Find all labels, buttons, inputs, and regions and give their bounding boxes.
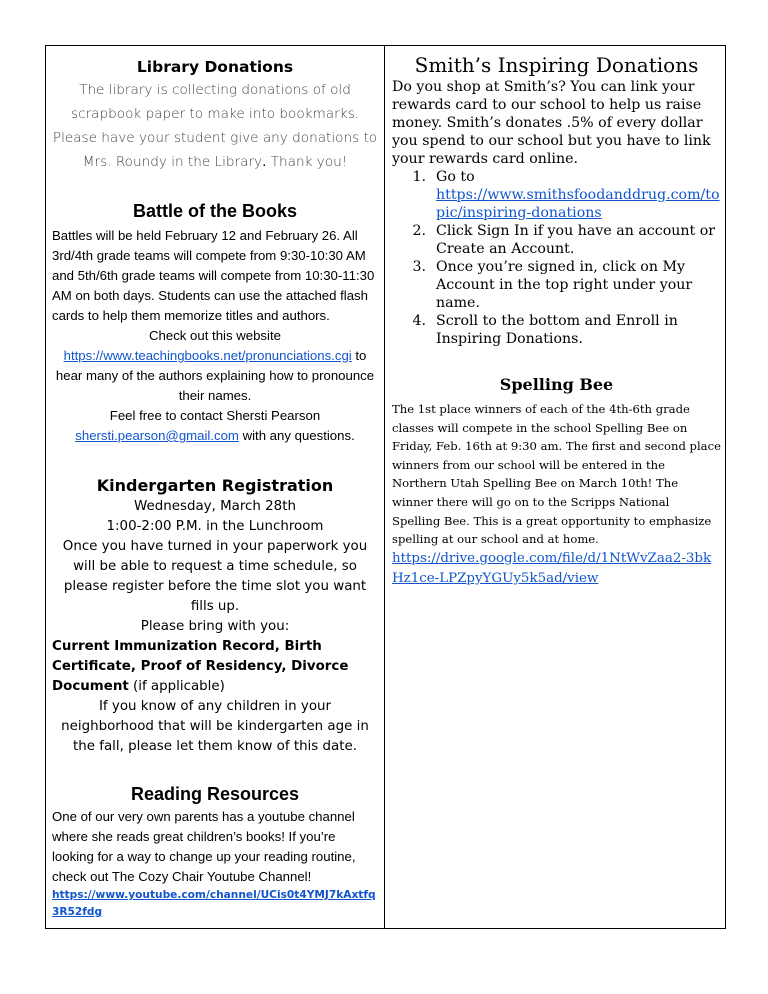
library-donations-body [52,78,378,174]
step-number: 1. [412,169,426,185]
left-column [46,46,385,928]
battle-email-after: with any questions. [238,428,355,443]
battle-website-line [52,346,378,406]
step-text: Go to [436,169,475,185]
library-donations-text: The library is collecting donations of old scrapbook paper to make into bookmarks. Please have your student give any donations to Mrs. Roundy in the Library [52,82,378,170]
kindergarten-bring: Please bring with you: [140,619,290,634]
kindergarten-time: 1:00-2:00 P.M. in the Lunchroom [106,519,324,534]
kindergarten-closing: If you know of any children in your neighborhood that will be kindergarten age in the fall, please let them know of this date. [61,699,369,754]
step-text: Once you’re signed in, click on My Account in the top right under your name. [436,259,693,311]
battle-of-books-section [52,200,378,446]
battle-contact: Feel free to contact Shersti Pearson [109,408,321,423]
battle-check-out: Check out this website [149,328,281,343]
battle-of-books-title: Battle of the Books [132,201,297,221]
smiths-step [392,222,721,258]
newsletter-sheet [45,45,726,929]
battle-email-line [52,426,378,446]
smiths-intro: Do you shop at Smith’s? You can link your rewards card to our school to help us raise money. Smith’s donates .5% of every dollar you spend to our school but you have to link your rewards card online. [392,79,711,167]
step-number: 2. [412,223,426,239]
step-number: 3. [412,259,426,275]
step-number: 4. [412,313,426,329]
spelling-bee-body: The 1st place winners of each of the 4th-6th grade classes will compete in the school Spelling Bee on Friday, Feb. 16th at 9:30 am. The first and second place winners from our school will be entered in the Northern Utah Spelling Bee on March 10th! The winner there will go on to the Scripps National Spelling Bee. This is a great opportunity to emphasize spelling at our school and at home. [392,402,721,547]
spelling-bee-section [392,374,721,589]
kindergarten-body: Once you have turned in your paperwork you will be able to request a time schedule, so please register before the time slot you want fills up. [62,539,368,614]
kindergarten-section [52,475,378,757]
smiths-title: Smith’s Inspiring Donations [414,53,699,77]
inspiring-donations-link[interactable]: https://www.smithsfoodanddrug.com/topic/inspiring-donations [436,187,720,221]
pronunciations-link[interactable]: https://www.teachingbooks.net/pronunciations.cgi [63,348,352,363]
library-donations-period: . [262,154,267,170]
reading-resources-section [52,783,378,921]
spelling-drive-link[interactable]: https://drive.google.com/file/d/1NtWvZaa2-3bkHz1ce-LPZpyYGUy5k5ad/view [392,550,712,586]
smiths-step [392,258,721,312]
kindergarten-docs-bold: Current Immunization Record, Birth Certificate, Proof of Residency, Divorce Document [52,639,349,694]
kindergarten-title: Kindergarten Registration [96,476,334,495]
youtube-channel-link[interactable]: https://www.youtube.com/channel/UCis0t4YMJ7kAxtfq3R52fdg [52,889,376,918]
smiths-step [392,312,721,348]
kindergarten-date: Wednesday, March 28th [134,499,296,514]
right-column [385,46,725,928]
smiths-section [392,52,721,348]
reading-resources-body: One of our very own parents has a youtube channel where she reads great children’s books! If you’re looking for a way to change up your reading routine, check out The Cozy Chair Youtube Channel! [52,809,356,884]
battle-of-books-body: Battles will be held February 12 and February 26. All 3rd/4th grade teams will compete from 9:30-10:30 AM and 5th/6th grade teams will compete from 10:30-11:30 AM on both days. Students can use the attached flash cards to help them memorize titles and authors. [52,228,375,323]
smiths-step [392,168,721,222]
library-donations-section [52,56,378,174]
battle-website-after: to hear many of the authors explaining how to pronounce their names. [55,348,375,403]
step-text: Click Sign In if you have an account or Create an Account. [436,223,716,257]
kindergarten-docs-tail: (if applicable) [128,679,225,694]
spelling-bee-title: Spelling Bee [499,375,614,394]
library-donations-thanks: Thank you! [266,154,348,170]
kindergarten-documents [52,637,378,697]
library-donations-title: Library Donations [136,58,294,76]
email-link[interactable]: shersti.pearson@gmail.com [75,428,239,443]
smiths-steps [392,168,721,348]
step-text: Scroll to the bottom and Enroll in Inspiring Donations. [436,313,678,347]
reading-resources-title: Reading Resources [130,784,300,804]
